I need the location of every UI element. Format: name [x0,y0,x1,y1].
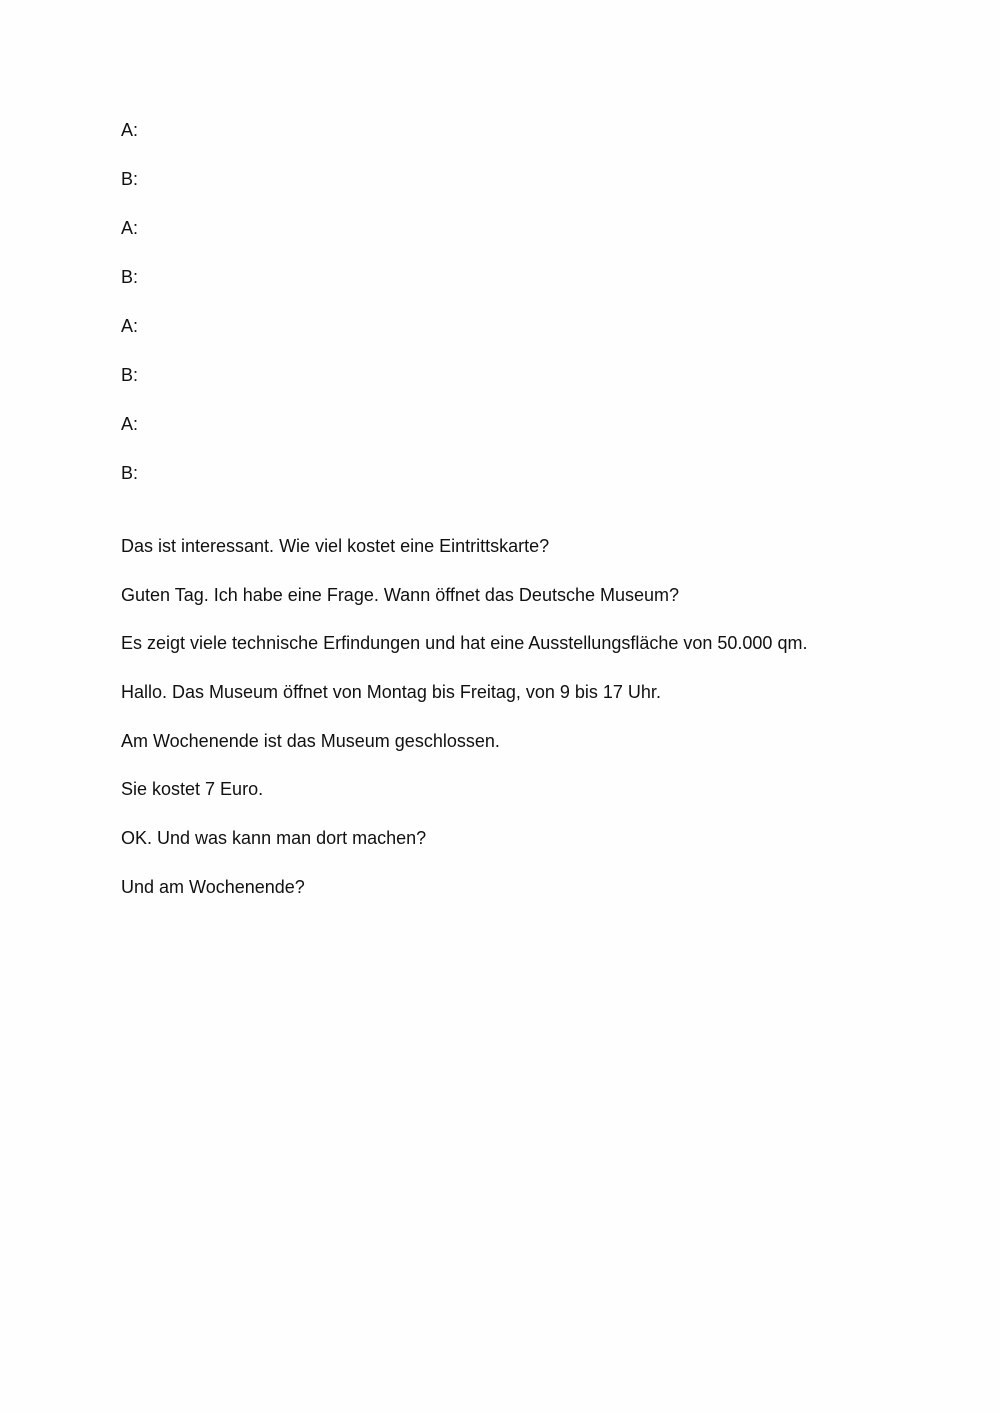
speaker-label: A: [121,120,139,140]
answer-drop-zone[interactable] [143,216,881,240]
speaker-label: B: [121,267,139,287]
sentence-option[interactable]: Am Wochenende ist das Museum geschlossen. [121,730,500,751]
sentence-option[interactable]: Sie kostet 7 Euro. [121,779,264,800]
speaker-label: B: [121,365,139,385]
speaker-label: B: [121,463,139,483]
speaker-label: A: [121,414,139,434]
dialogue-line [121,461,881,510]
dialogue-line [121,314,881,363]
speaker-label: A: [121,218,139,238]
sentence-option[interactable]: Es zeigt viele technische Erfindungen und hat eine Ausstellungsfläche von 50.000 qm. [121,633,808,654]
dialogue-line [121,118,881,167]
sentence-option[interactable]: Das ist interessant. Wie viel kostet eine Eintrittskarte? [121,536,550,556]
answer-drop-zone[interactable] [143,363,881,387]
answer-drop-zone[interactable] [143,412,881,436]
sentence-option[interactable]: Und am Wochenende? [121,876,305,897]
sentence-bank [121,534,941,924]
answer-drop-zone[interactable] [143,461,881,485]
dialogue-line [121,167,881,216]
sentence-option[interactable]: Hallo. Das Museum öffnet von Montag bis Freitag, von 9 bis 17 Uhr. [121,682,661,703]
answer-drop-zone[interactable] [143,314,881,338]
speaker-label: A: [121,316,139,336]
dialogue-line [121,412,881,461]
dialogue-list [121,118,881,510]
dialogue-line [121,363,881,412]
dialogue-line [121,216,881,265]
sentence-option[interactable]: Guten Tag. Ich habe eine Frage. Wann öffnet das Deutsche Museum? [121,584,680,605]
answer-drop-zone[interactable] [143,118,881,142]
sentence-option[interactable]: OK. Und was kann man dort machen? [121,828,427,849]
answer-drop-zone[interactable] [143,265,881,289]
answer-drop-zone[interactable] [143,167,881,191]
dialogue-line [121,265,881,314]
speaker-label: B: [121,169,139,189]
